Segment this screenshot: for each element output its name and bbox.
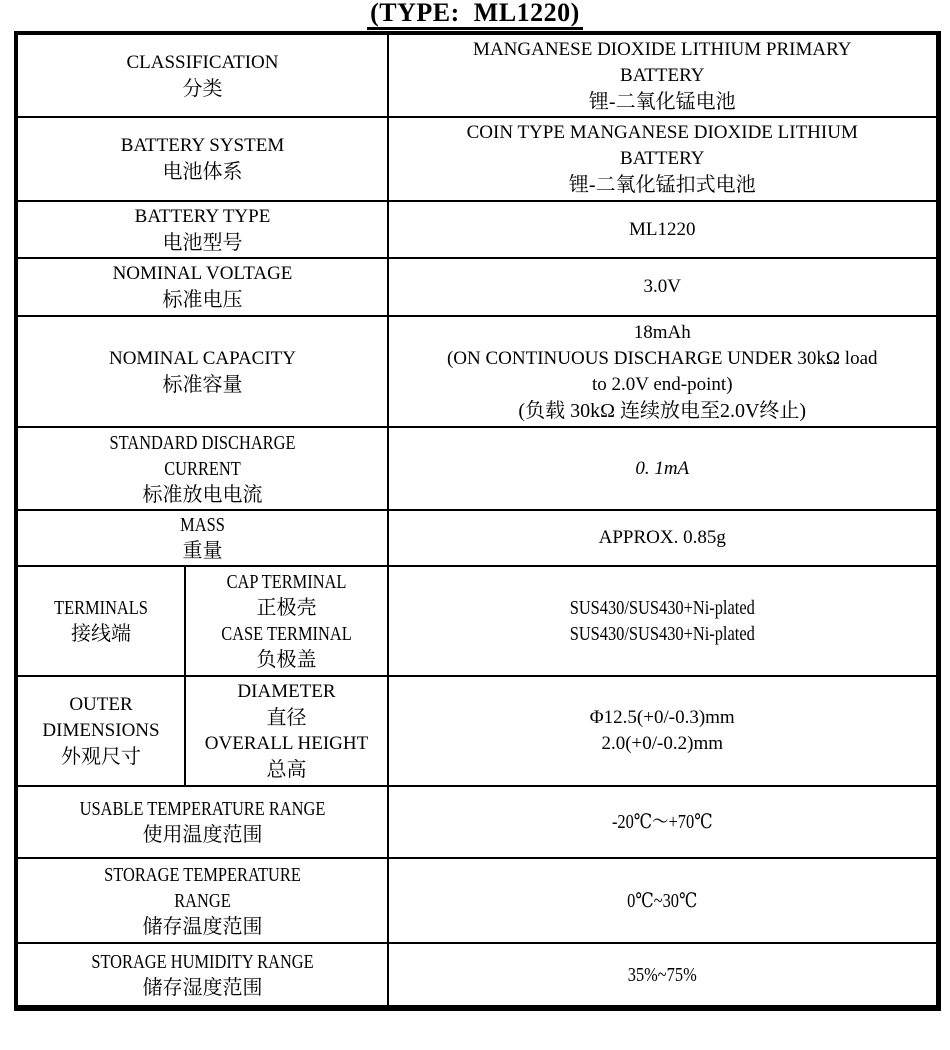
table-row	[16, 858, 938, 943]
value-line: SUS430/SUS430+Ni-plated	[569, 623, 755, 645]
label-line: 重量	[182, 540, 223, 562]
terminals-label-cell	[16, 566, 185, 676]
standard-discharge-current-value-cell	[388, 427, 938, 510]
nominal-capacity-label-cell	[16, 316, 388, 427]
value-line: -20℃～+70℃	[611, 811, 713, 833]
label-line: 标准电压	[162, 289, 243, 311]
table-row	[16, 258, 938, 316]
spec-table	[14, 31, 941, 1011]
outer-dimensions-label-cell	[16, 676, 185, 786]
value-line: (负载 30kΩ 连续放电至2.0V终止)	[518, 399, 807, 422]
storage-temperature-range-value-cell	[388, 858, 938, 943]
label-line: 接线端	[71, 623, 131, 645]
label-line: STORAGE TEMPERATURE	[104, 863, 301, 886]
label-line: 储存湿度范围	[142, 976, 263, 999]
sublabel-line: 负极盖	[256, 649, 317, 671]
label-line: MASS	[180, 514, 225, 536]
table-row	[16, 316, 938, 427]
value-line: Φ12.5(+0/-0.3)mm	[589, 707, 735, 728]
label-line: CLASSIFICATION	[126, 51, 279, 73]
value-line: 3.0V	[643, 276, 681, 297]
label-line: DIMENSIONS	[42, 720, 160, 741]
table-row	[16, 427, 938, 510]
value-line: APPROX. 0.85g	[598, 527, 726, 548]
battery-type-value-cell	[388, 201, 938, 258]
label-line: STORAGE HUMIDITY RANGE	[91, 950, 314, 973]
table-row	[16, 33, 938, 117]
table-row	[16, 117, 938, 201]
value-line: 0. 1mA	[635, 457, 690, 479]
value-line: 35%~75%	[627, 963, 697, 986]
standard-discharge-current-label-cell	[16, 427, 388, 510]
terminals-sublabel-cell	[185, 566, 388, 676]
value-line: MANGANESE DIOXIDE LITHIUM PRIMARY	[473, 38, 852, 60]
table-row	[16, 510, 938, 566]
label-line: 电池型号	[162, 231, 243, 254]
nominal-capacity-value-cell	[388, 316, 938, 427]
storage-humidity-range-label-cell	[16, 943, 388, 1008]
value-line: BATTERY	[620, 64, 705, 86]
label-line: 电池体系	[162, 161, 243, 183]
mass-value-cell	[388, 510, 938, 566]
label-line: 标准容量	[162, 373, 243, 396]
label-line: TERMINALS	[54, 597, 148, 619]
page-title	[14, 0, 936, 30]
sublabel-line: 正极壳	[256, 597, 317, 619]
label-line: 标准放电电流	[142, 483, 263, 506]
value-line: ML1220	[629, 218, 696, 240]
value-line: 锂-二氧化锰扣式电池	[568, 174, 756, 196]
sublabel-line: CASE TERMINAL	[221, 623, 352, 645]
value-line: to 2.0V end-point)	[591, 373, 733, 395]
sublabel-line: 总高	[266, 759, 307, 781]
value-line: 18mAh	[633, 321, 691, 343]
usable-temperature-range-value-cell	[388, 786, 938, 858]
outer-dimensions-sublabel-cell	[185, 676, 388, 786]
nominal-voltage-value-cell	[388, 258, 938, 316]
label-line: STANDARD DISCHARGE	[109, 431, 296, 454]
mass-label-cell	[16, 510, 388, 566]
value-line: 0℃~30℃	[627, 889, 698, 912]
table-row	[16, 566, 938, 676]
battery-type-label-cell	[16, 201, 388, 258]
outer-dimensions-value-cell	[388, 676, 938, 786]
usable-temperature-range-label-cell	[16, 786, 388, 858]
value-line: SUS430/SUS430+Ni-plated	[569, 597, 755, 619]
sublabel-line: OVERALL HEIGHT	[204, 733, 369, 754]
label-line: 使用温度范围	[142, 824, 263, 846]
label-line: 外观尺寸	[61, 746, 141, 768]
sublabel-line: CAP TERMINAL	[226, 571, 347, 593]
label-line: 分类	[182, 77, 223, 100]
sublabel-line: 直径	[266, 707, 307, 729]
label-line: NOMINAL VOLTAGE	[112, 263, 293, 284]
label-line: CURRENT	[164, 457, 241, 480]
value-line: COIN TYPE MANGANESE DIOXIDE LITHIUM	[466, 122, 858, 143]
value-line: 锂-二氧化锰电池	[588, 90, 736, 113]
value-line: (ON CONTINUOUS DISCHARGE UNDER 30kΩ load	[446, 347, 878, 369]
label-line: OUTER	[69, 694, 133, 715]
classification-value-cell	[388, 33, 938, 117]
value-line: BATTERY	[620, 148, 705, 169]
sublabel-line: DIAMETER	[237, 681, 336, 702]
storage-humidity-range-value-cell	[388, 943, 938, 1008]
classification-label-cell	[16, 33, 388, 117]
storage-temperature-range-label-cell	[16, 858, 388, 943]
battery-system-label-cell	[16, 117, 388, 201]
table-row	[16, 201, 938, 258]
label-line: BATTERY SYSTEM	[120, 135, 285, 156]
label-line: 储存温度范围	[142, 915, 263, 938]
value-line: 2.0(+0/-0.2)mm	[601, 733, 724, 754]
table-row	[16, 943, 938, 1008]
label-line: USABLE TEMPERATURE RANGE	[79, 798, 326, 820]
terminals-value-cell	[388, 566, 938, 676]
battery-system-value-cell	[388, 117, 938, 201]
table-row	[16, 786, 938, 858]
label-line: NOMINAL CAPACITY	[108, 347, 297, 369]
page-title-text: (TYPE: ML1220)	[367, 0, 583, 30]
label-line: RANGE	[174, 889, 231, 912]
table-row	[16, 676, 938, 786]
nominal-voltage-label-cell	[16, 258, 388, 316]
label-line: BATTERY TYPE	[134, 205, 271, 227]
